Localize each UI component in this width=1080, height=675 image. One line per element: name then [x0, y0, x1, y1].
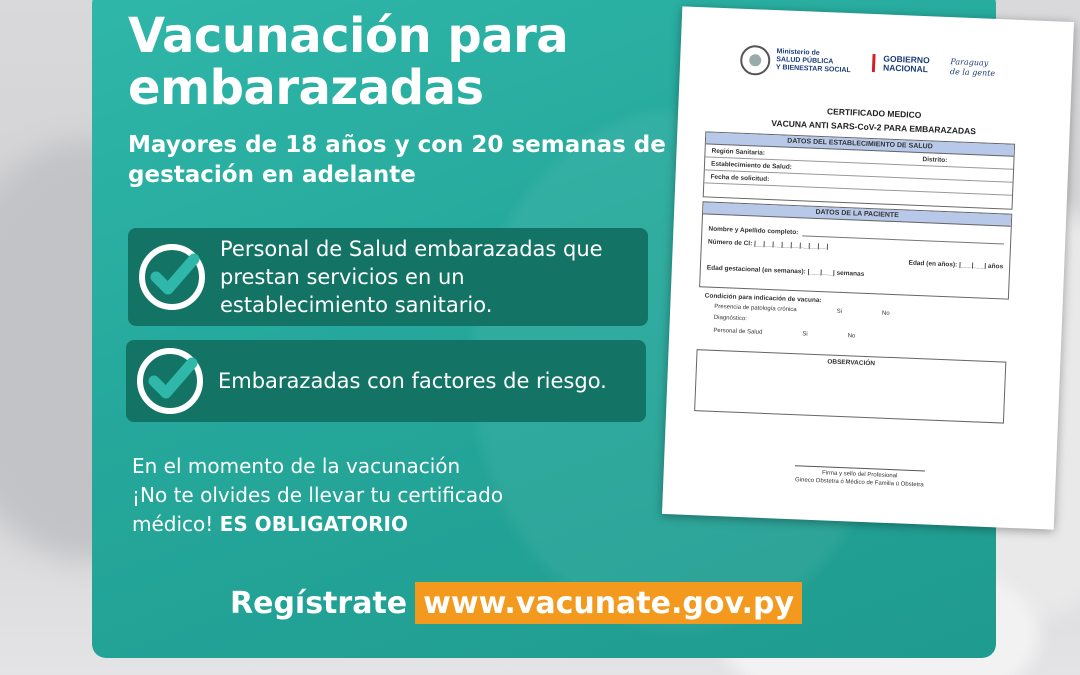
form-field: Número de CI: |__|__|__|__|__|__|__|__|: [707, 238, 829, 251]
ministry-logo: Ministerio de SALUD PÚBLICA Y BIENESTAR SOCIAL: [775, 48, 851, 75]
signature-block: Firma y sello del Profesional Gineco Obstetra ó Médico de Familia ú Obstetra: [663, 460, 1055, 495]
form-field: Edad gestacional (en semanas): |___|___| semanas: [706, 264, 865, 278]
government-logo: GOBIERNO NACIONAL: [872, 54, 930, 74]
register-link[interactable]: www.vacunate.gov.py: [415, 582, 802, 624]
form-field: Condición para indicación de vacuna:: [704, 292, 822, 305]
eligibility-item-health-staff: [128, 228, 648, 326]
form-field: Fecha de solicitud:: [704, 170, 1012, 195]
reminder-line: ¡No te olvides de llevar tu certificado: [132, 483, 504, 507]
form-field: Presencia de patología crónica Si No: [714, 303, 890, 317]
page-title: Vacunación para embarazadas: [128, 8, 569, 116]
form-field: Diagnóstico:: [713, 314, 748, 323]
section-heading: DATOS DE LA PACIENTE: [703, 202, 1011, 226]
reminder-line: [132, 510, 672, 539]
form-field: Región Sanitaria: Distrito:: [705, 144, 1013, 169]
observation-box: [694, 349, 1006, 423]
certificate-header: [739, 45, 1040, 97]
seal-icon: [740, 45, 771, 76]
reminder-text: [132, 452, 672, 539]
form-field: Edad (en años): |___|___| años: [908, 259, 1004, 271]
section-heading: DATOS DEL ESTABLECIMIENTO DE SALUD: [706, 132, 1014, 156]
certificate-subtitle: VACUNA ANTI SARS-CoV-2 PARA EMBARAZADAS: [771, 118, 977, 137]
register-label: Regístrate: [230, 585, 408, 621]
facility-section: [703, 131, 1015, 209]
eligibility-text: Personal de Salud embarazadas que prestan servicios en un establecimiento sanitario.: [220, 237, 603, 317]
check-icon: [136, 241, 208, 313]
medical-certificate: [662, 6, 1074, 529]
check-icon: [134, 345, 206, 417]
form-field: Establecimiento de Salud:: [705, 157, 1013, 182]
eligibility-item-risk-factors: [126, 340, 646, 422]
form-field: Personal de Salud Si No: [713, 327, 856, 340]
patient-section: [699, 201, 1012, 299]
slogan-logo: Paraguay de la gente: [949, 57, 996, 78]
observation-label: OBSERVACIÓN: [827, 358, 876, 368]
register-cta: [230, 582, 802, 624]
certificate-title: CERTIFICADO MEDICO: [826, 106, 922, 121]
reminder-prefix: médico!: [132, 512, 220, 536]
eligibility-text: Embarazadas con factores de riesgo.: [218, 369, 607, 393]
reminder-line: En el momento de la vacunación: [132, 454, 461, 478]
page-subtitle: Mayores de 18 años y con 20 semanas de gestación en adelante: [128, 132, 666, 188]
mandatory-label: ES OBLIGATORIO: [219, 512, 408, 536]
form-field: Nombre y Apellido completo:: [702, 222, 1010, 247]
